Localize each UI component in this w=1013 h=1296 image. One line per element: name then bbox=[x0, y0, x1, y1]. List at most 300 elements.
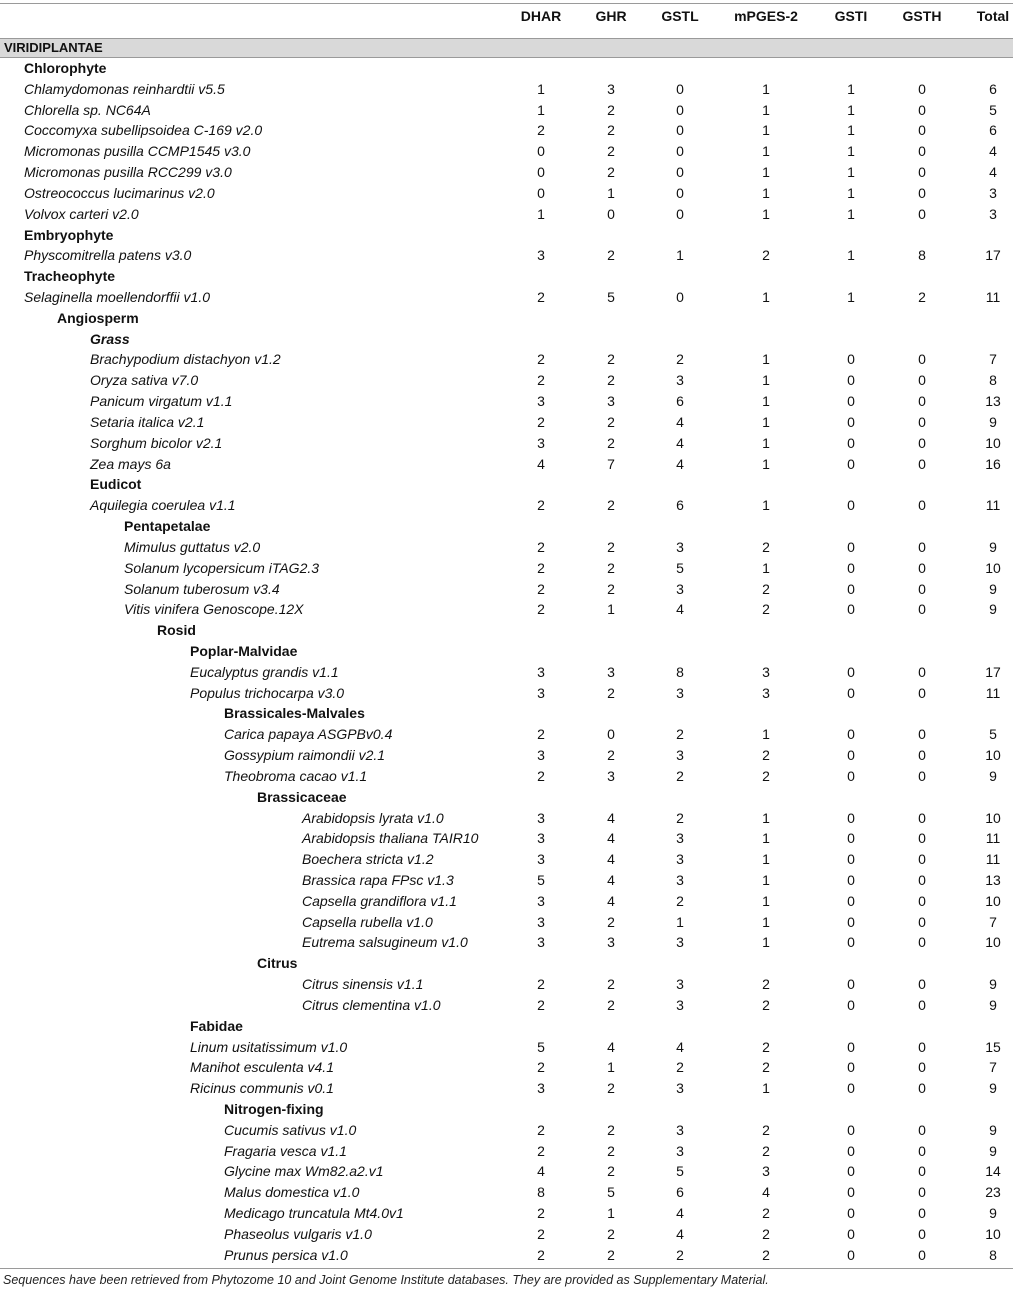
count-cell: 0 bbox=[847, 996, 855, 1013]
table-row bbox=[0, 912, 1013, 933]
count-cell: 0 bbox=[918, 1163, 926, 1180]
count-cell: 3 bbox=[676, 372, 684, 389]
count-cell: 4 bbox=[989, 143, 997, 160]
count-cell: 4 bbox=[676, 1225, 684, 1242]
count-cell: 1 bbox=[762, 851, 770, 868]
count-cell: 4 bbox=[676, 434, 684, 451]
count-cell: 0 bbox=[918, 538, 926, 555]
table-row bbox=[0, 183, 1013, 204]
species-name: Malus domestica v1.0 bbox=[224, 1184, 360, 1201]
table-row bbox=[0, 454, 1013, 475]
count-cell: 11 bbox=[985, 851, 1001, 868]
taxon-group-label: Brassicaceae bbox=[257, 788, 347, 805]
table-row bbox=[0, 120, 1013, 141]
count-cell: 17 bbox=[985, 247, 1001, 264]
count-cell: 0 bbox=[847, 1059, 855, 1076]
table-header-row bbox=[0, 6, 1013, 27]
count-cell: 2 bbox=[607, 1121, 615, 1138]
count-cell: 3 bbox=[607, 393, 615, 410]
species-name: Capsella grandiflora v1.1 bbox=[302, 892, 457, 909]
group-row bbox=[0, 58, 1013, 79]
count-cell: 0 bbox=[918, 913, 926, 930]
taxon-group-label: Pentapetalae bbox=[124, 518, 211, 535]
species-name: Glycine max Wm82.a2.v1 bbox=[224, 1163, 384, 1180]
column-header: mPGES-2 bbox=[734, 8, 798, 24]
count-cell: 4 bbox=[989, 164, 997, 181]
count-cell: 1 bbox=[847, 122, 855, 139]
count-cell: 2 bbox=[762, 976, 770, 993]
count-cell: 2 bbox=[607, 101, 615, 118]
count-cell: 23 bbox=[985, 1184, 1001, 1201]
count-cell: 0 bbox=[676, 289, 684, 306]
count-cell: 0 bbox=[676, 143, 684, 160]
count-cell: 0 bbox=[676, 122, 684, 139]
count-cell: 0 bbox=[918, 351, 926, 368]
count-cell: 0 bbox=[918, 1080, 926, 1097]
group-row bbox=[0, 308, 1013, 329]
count-cell: 0 bbox=[676, 101, 684, 118]
count-cell: 5 bbox=[607, 289, 615, 306]
count-cell: 0 bbox=[847, 1246, 855, 1263]
count-cell: 7 bbox=[607, 455, 615, 472]
count-cell: 0 bbox=[847, 726, 855, 743]
count-cell: 3 bbox=[537, 1080, 545, 1097]
count-cell: 1 bbox=[537, 80, 545, 97]
species-name: Selaginella moellendorffii v1.0 bbox=[24, 289, 210, 306]
count-cell: 8 bbox=[537, 1184, 545, 1201]
group-row bbox=[0, 787, 1013, 808]
count-cell: 0 bbox=[537, 143, 545, 160]
table-row bbox=[0, 766, 1013, 787]
count-cell: 5 bbox=[537, 871, 545, 888]
count-cell: 7 bbox=[989, 913, 997, 930]
count-cell: 1 bbox=[762, 80, 770, 97]
species-name: Coccomyxa subellipsoidea C-169 v2.0 bbox=[24, 122, 263, 139]
species-name: Brachypodium distachyon v1.2 bbox=[90, 351, 281, 368]
taxon-group-label: Rosid bbox=[157, 622, 196, 639]
count-cell: 2 bbox=[607, 580, 615, 597]
count-cell: 2 bbox=[762, 580, 770, 597]
table-row bbox=[0, 433, 1013, 454]
count-cell: 2 bbox=[676, 726, 684, 743]
species-name: Arabidopsis lyrata v1.0 bbox=[302, 809, 444, 826]
count-cell: 1 bbox=[762, 351, 770, 368]
count-cell: 1 bbox=[847, 289, 855, 306]
count-cell: 9 bbox=[989, 1205, 997, 1222]
count-cell: 0 bbox=[847, 767, 855, 784]
count-cell: 0 bbox=[607, 726, 615, 743]
count-cell: 13 bbox=[985, 871, 1001, 888]
count-cell: 1 bbox=[847, 205, 855, 222]
count-cell: 6 bbox=[676, 1184, 684, 1201]
count-cell: 0 bbox=[847, 372, 855, 389]
count-cell: 0 bbox=[537, 184, 545, 201]
count-cell: 0 bbox=[847, 976, 855, 993]
table-row bbox=[0, 1203, 1013, 1224]
count-cell: 15 bbox=[985, 1038, 1001, 1055]
count-cell: 3 bbox=[537, 934, 545, 951]
count-cell: 0 bbox=[918, 809, 926, 826]
table-row bbox=[0, 828, 1013, 849]
count-cell: 4 bbox=[676, 1205, 684, 1222]
count-cell: 2 bbox=[537, 289, 545, 306]
count-cell: 9 bbox=[989, 767, 997, 784]
count-cell: 0 bbox=[918, 663, 926, 680]
species-name: Ostreococcus lucimarinus v2.0 bbox=[24, 184, 215, 201]
count-cell: 4 bbox=[537, 1163, 545, 1180]
count-cell: 0 bbox=[918, 1038, 926, 1055]
count-cell: 0 bbox=[918, 1184, 926, 1201]
count-cell: 0 bbox=[847, 1080, 855, 1097]
count-cell: 3 bbox=[676, 747, 684, 764]
count-cell: 6 bbox=[676, 497, 684, 514]
count-cell: 0 bbox=[847, 892, 855, 909]
count-cell: 0 bbox=[918, 892, 926, 909]
count-cell: 3 bbox=[676, 871, 684, 888]
count-cell: 1 bbox=[607, 184, 615, 201]
count-cell: 2 bbox=[918, 289, 926, 306]
table-footnote: Sequences have been retrieved from Phytozome 10 and Joint Genome Institute databases. They are provided as Supplementary Material. bbox=[3, 1272, 769, 1287]
count-cell: 0 bbox=[918, 851, 926, 868]
count-cell: 1 bbox=[762, 413, 770, 430]
count-cell: 3 bbox=[537, 851, 545, 868]
count-cell: 2 bbox=[537, 413, 545, 430]
count-cell: 4 bbox=[762, 1184, 770, 1201]
count-cell: 0 bbox=[847, 809, 855, 826]
count-cell: 13 bbox=[985, 393, 1001, 410]
count-cell: 5 bbox=[989, 101, 997, 118]
species-name: Citrus clementina v1.0 bbox=[302, 996, 441, 1013]
count-cell: 0 bbox=[676, 80, 684, 97]
count-cell: 1 bbox=[847, 184, 855, 201]
count-cell: 10 bbox=[985, 892, 1001, 909]
count-cell: 10 bbox=[985, 434, 1001, 451]
count-cell: 10 bbox=[985, 809, 1001, 826]
taxon-group-label: Angiosperm bbox=[57, 309, 139, 326]
count-cell: 1 bbox=[762, 809, 770, 826]
count-cell: 3 bbox=[676, 1142, 684, 1159]
count-cell: 3 bbox=[537, 247, 545, 264]
count-cell: 1 bbox=[762, 101, 770, 118]
count-cell: 0 bbox=[918, 393, 926, 410]
count-cell: 4 bbox=[607, 830, 615, 847]
count-cell: 1 bbox=[762, 830, 770, 847]
table-row bbox=[0, 1078, 1013, 1099]
count-cell: 1 bbox=[762, 164, 770, 181]
count-cell: 0 bbox=[847, 1142, 855, 1159]
table-row bbox=[0, 287, 1013, 308]
count-cell: 1 bbox=[762, 497, 770, 514]
column-header: GSTH bbox=[902, 8, 942, 24]
count-cell: 0 bbox=[847, 663, 855, 680]
count-cell: 10 bbox=[985, 559, 1001, 576]
count-cell: 0 bbox=[847, 559, 855, 576]
group-row bbox=[0, 1099, 1013, 1120]
count-cell: 3 bbox=[537, 830, 545, 847]
count-cell: 9 bbox=[989, 1142, 997, 1159]
count-cell: 0 bbox=[918, 767, 926, 784]
count-cell: 5 bbox=[607, 1184, 615, 1201]
species-name: Mimulus guttatus v2.0 bbox=[124, 538, 261, 555]
count-cell: 3 bbox=[676, 684, 684, 701]
taxon-group-label: Nitrogen-fixing bbox=[224, 1101, 324, 1117]
taxon-group-label: Citrus bbox=[257, 955, 298, 972]
count-cell: 2 bbox=[537, 372, 545, 389]
count-cell: 0 bbox=[847, 871, 855, 888]
species-name: Medicago truncatula Mt4.0v1 bbox=[224, 1205, 404, 1222]
group-row bbox=[0, 225, 1013, 246]
species-name: Eucalyptus grandis v1.1 bbox=[190, 663, 339, 680]
species-name: Volvox carteri v2.0 bbox=[24, 205, 139, 222]
count-cell: 1 bbox=[847, 247, 855, 264]
count-cell: 0 bbox=[918, 1205, 926, 1222]
table-row bbox=[0, 579, 1013, 600]
count-cell: 0 bbox=[918, 976, 926, 993]
count-cell: 10 bbox=[985, 747, 1001, 764]
count-cell: 1 bbox=[762, 205, 770, 222]
count-cell: 2 bbox=[537, 351, 545, 368]
count-cell: 3 bbox=[537, 393, 545, 410]
count-cell: 2 bbox=[607, 497, 615, 514]
count-cell: 2 bbox=[762, 1142, 770, 1159]
count-cell: 5 bbox=[676, 559, 684, 576]
species-name: Arabidopsis thaliana TAIR10 bbox=[302, 830, 479, 847]
count-cell: 8 bbox=[918, 247, 926, 264]
count-cell: 0 bbox=[918, 934, 926, 951]
count-cell: 0 bbox=[847, 413, 855, 430]
count-cell: 2 bbox=[762, 1059, 770, 1076]
group-row bbox=[0, 953, 1013, 974]
count-cell: 2 bbox=[537, 1121, 545, 1138]
species-name: Zea mays 6a bbox=[90, 455, 171, 472]
count-cell: 3 bbox=[537, 434, 545, 451]
species-name: Chlamydomonas reinhardtii v5.5 bbox=[24, 80, 225, 97]
count-cell: 2 bbox=[607, 1246, 615, 1263]
count-cell: 1 bbox=[676, 913, 684, 930]
table-row bbox=[0, 891, 1013, 912]
count-cell: 0 bbox=[918, 164, 926, 181]
count-cell: 2 bbox=[762, 1225, 770, 1242]
count-cell: 2 bbox=[607, 538, 615, 555]
count-cell: 0 bbox=[847, 1038, 855, 1055]
count-cell: 3 bbox=[676, 1080, 684, 1097]
column-header: Total bbox=[976, 8, 1010, 24]
group-row bbox=[0, 516, 1013, 537]
count-cell: 0 bbox=[918, 871, 926, 888]
table-row bbox=[0, 683, 1013, 704]
count-cell: 0 bbox=[918, 559, 926, 576]
count-cell: 3 bbox=[607, 767, 615, 784]
count-cell: 2 bbox=[762, 538, 770, 555]
count-cell: 1 bbox=[762, 934, 770, 951]
species-name: Panicum virgatum v1.1 bbox=[90, 393, 233, 410]
table-row bbox=[0, 849, 1013, 870]
count-cell: 2 bbox=[607, 143, 615, 160]
count-cell: 0 bbox=[847, 351, 855, 368]
species-name: Citrus sinensis v1.1 bbox=[302, 976, 424, 993]
table-row bbox=[0, 599, 1013, 620]
count-cell: 4 bbox=[676, 413, 684, 430]
count-cell: 3 bbox=[676, 580, 684, 597]
species-name: Cucumis sativus v1.0 bbox=[224, 1121, 357, 1138]
count-cell: 0 bbox=[847, 455, 855, 472]
count-cell: 1 bbox=[762, 892, 770, 909]
count-cell: 4 bbox=[607, 809, 615, 826]
count-cell: 11 bbox=[985, 289, 1001, 306]
count-cell: 0 bbox=[918, 1121, 926, 1138]
count-cell: 6 bbox=[676, 393, 684, 410]
count-cell: 0 bbox=[847, 747, 855, 764]
table-row bbox=[0, 808, 1013, 829]
count-cell: 4 bbox=[607, 851, 615, 868]
count-cell: 2 bbox=[607, 164, 615, 181]
count-cell: 2 bbox=[537, 1225, 545, 1242]
count-cell: 1 bbox=[762, 143, 770, 160]
count-cell: 0 bbox=[847, 1225, 855, 1242]
count-cell: 2 bbox=[607, 747, 615, 764]
count-cell: 5 bbox=[676, 1163, 684, 1180]
count-cell: 0 bbox=[847, 1121, 855, 1138]
species-name: Vitis vinifera Genoscope.12X bbox=[124, 601, 304, 618]
count-cell: 2 bbox=[537, 767, 545, 784]
table-row bbox=[0, 495, 1013, 516]
count-cell: 1 bbox=[762, 1080, 770, 1097]
table-row bbox=[0, 141, 1013, 162]
count-cell: 2 bbox=[607, 434, 615, 451]
count-cell: 0 bbox=[847, 497, 855, 514]
count-cell: 4 bbox=[676, 455, 684, 472]
count-cell: 2 bbox=[762, 247, 770, 264]
count-cell: 0 bbox=[847, 580, 855, 597]
column-header: GHR bbox=[595, 8, 627, 24]
count-cell: 2 bbox=[676, 351, 684, 368]
count-cell: 0 bbox=[847, 1163, 855, 1180]
count-cell: 3 bbox=[537, 684, 545, 701]
count-cell: 2 bbox=[537, 538, 545, 555]
table-row bbox=[0, 870, 1013, 891]
count-cell: 0 bbox=[847, 601, 855, 618]
count-cell: 2 bbox=[537, 1059, 545, 1076]
count-cell: 10 bbox=[985, 1225, 1001, 1242]
count-cell: 2 bbox=[607, 559, 615, 576]
taxon-group-label: Poplar-Malvidae bbox=[190, 642, 298, 659]
count-cell: 0 bbox=[847, 851, 855, 868]
table-bottom-rule bbox=[0, 1268, 1013, 1269]
count-cell: 0 bbox=[537, 164, 545, 181]
count-cell: 9 bbox=[989, 413, 997, 430]
count-cell: 2 bbox=[537, 1142, 545, 1159]
table-row bbox=[0, 932, 1013, 953]
table-row bbox=[0, 79, 1013, 100]
species-name: Carica papaya ASGPBv0.4 bbox=[224, 726, 393, 743]
count-cell: 0 bbox=[847, 1205, 855, 1222]
count-cell: 1 bbox=[537, 205, 545, 222]
count-cell: 1 bbox=[676, 247, 684, 264]
table-row bbox=[0, 245, 1013, 266]
count-cell: 1 bbox=[762, 455, 770, 472]
count-cell: 9 bbox=[989, 580, 997, 597]
count-cell: 0 bbox=[918, 80, 926, 97]
kingdom-band bbox=[0, 38, 1013, 58]
count-cell: 1 bbox=[762, 372, 770, 389]
count-cell: 0 bbox=[918, 497, 926, 514]
count-cell: 1 bbox=[762, 559, 770, 576]
count-cell: 2 bbox=[537, 122, 545, 139]
count-cell: 8 bbox=[676, 663, 684, 680]
count-cell: 0 bbox=[918, 1059, 926, 1076]
species-name: Ricinus communis v0.1 bbox=[190, 1080, 334, 1097]
count-cell: 2 bbox=[762, 1205, 770, 1222]
species-name: Gossypium raimondii v2.1 bbox=[224, 747, 386, 764]
count-cell: 5 bbox=[989, 726, 997, 743]
count-cell: 2 bbox=[537, 996, 545, 1013]
count-cell: 14 bbox=[985, 1163, 1001, 1180]
species-name: Setaria italica v2.1 bbox=[90, 413, 205, 430]
count-cell: 3 bbox=[676, 934, 684, 951]
table-row bbox=[0, 162, 1013, 183]
count-cell: 3 bbox=[989, 205, 997, 222]
count-cell: 0 bbox=[676, 164, 684, 181]
count-cell: 3 bbox=[537, 809, 545, 826]
species-name: Prunus persica v1.0 bbox=[224, 1246, 348, 1263]
count-cell: 2 bbox=[607, 351, 615, 368]
count-cell: 2 bbox=[607, 1163, 615, 1180]
count-cell: 2 bbox=[762, 1038, 770, 1055]
count-cell: 2 bbox=[607, 1142, 615, 1159]
count-cell: 2 bbox=[537, 559, 545, 576]
count-cell: 1 bbox=[762, 122, 770, 139]
table-row bbox=[0, 349, 1013, 370]
count-cell: 3 bbox=[537, 892, 545, 909]
count-cell: 0 bbox=[847, 934, 855, 951]
count-cell: 2 bbox=[676, 809, 684, 826]
table-row bbox=[0, 1057, 1013, 1078]
count-cell: 9 bbox=[989, 976, 997, 993]
count-cell: 1 bbox=[762, 289, 770, 306]
table-row bbox=[0, 1182, 1013, 1203]
count-cell: 2 bbox=[537, 497, 545, 514]
group-row bbox=[0, 266, 1013, 287]
count-cell: 17 bbox=[985, 663, 1001, 680]
count-cell: 3 bbox=[607, 80, 615, 97]
count-cell: 2 bbox=[537, 601, 545, 618]
count-cell: 2 bbox=[607, 372, 615, 389]
group-row bbox=[0, 703, 1013, 724]
count-cell: 0 bbox=[918, 455, 926, 472]
species-name: Eutrema salsugineum v1.0 bbox=[302, 934, 468, 951]
table-row bbox=[0, 1245, 1013, 1266]
count-cell: 0 bbox=[847, 434, 855, 451]
count-cell: 0 bbox=[918, 684, 926, 701]
count-cell: 3 bbox=[607, 663, 615, 680]
taxon-group-label: Grass bbox=[90, 330, 130, 347]
count-cell: 2 bbox=[537, 976, 545, 993]
species-name: Aquilegia coerulea v1.1 bbox=[90, 497, 236, 514]
count-cell: 2 bbox=[537, 726, 545, 743]
column-header: GSTI bbox=[834, 8, 868, 24]
count-cell: 2 bbox=[762, 747, 770, 764]
count-cell: 4 bbox=[537, 455, 545, 472]
kingdom-label: VIRIDIPLANTAE bbox=[4, 40, 103, 55]
count-cell: 2 bbox=[762, 767, 770, 784]
count-cell: 2 bbox=[537, 580, 545, 597]
species-name: Sorghum bicolor v2.1 bbox=[90, 434, 223, 451]
count-cell: 2 bbox=[537, 1246, 545, 1263]
count-cell: 0 bbox=[847, 538, 855, 555]
taxon-group-label: Brassicales-Malvales bbox=[224, 705, 365, 722]
count-cell: 7 bbox=[989, 351, 997, 368]
taxon-group-label: Embryophyte bbox=[24, 226, 114, 243]
